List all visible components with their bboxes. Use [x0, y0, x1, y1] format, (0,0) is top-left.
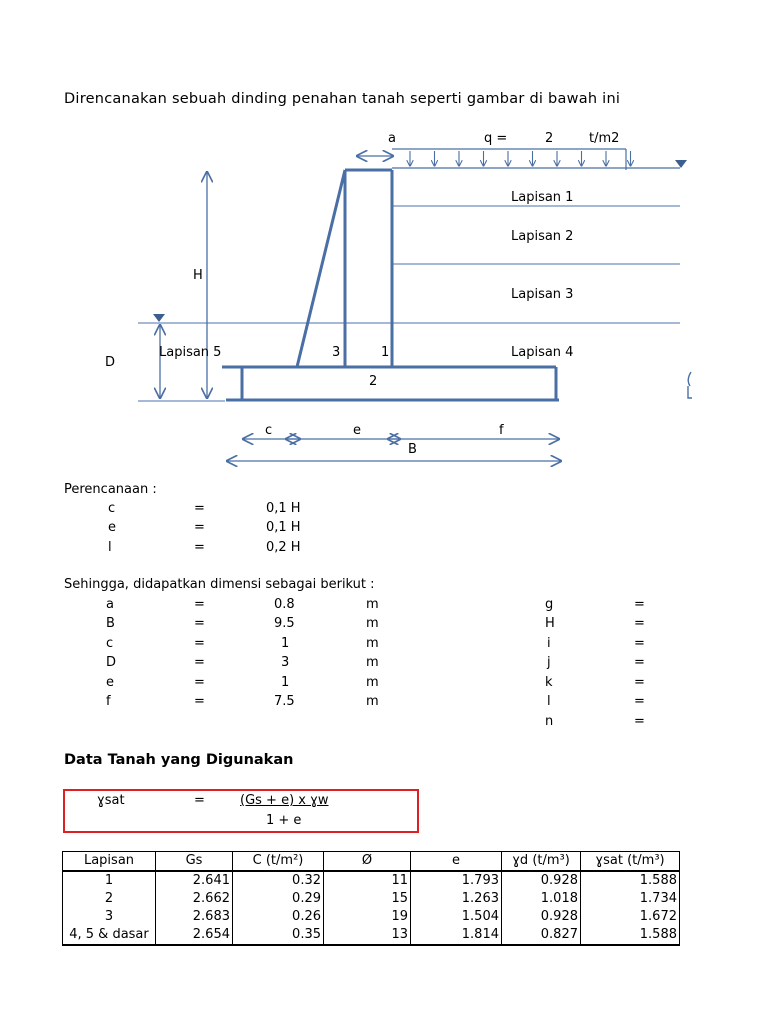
dim-unit: m: [366, 655, 379, 670]
cell-gs: 2.662: [156, 890, 233, 908]
cell-lapisan: 2: [63, 890, 156, 908]
dim-equals: =: [194, 694, 205, 709]
dim-equals: =: [634, 694, 645, 709]
retaining-wall-diagram: [0, 0, 768, 480]
layer-5-label: Lapisan 5: [159, 345, 222, 360]
cell-phi: 15: [324, 890, 411, 908]
col-header-e: e: [411, 852, 502, 872]
cell-gamma-d: 0.827: [502, 926, 581, 945]
part-1-label: 1: [381, 345, 390, 360]
planning-value: 0,1 H: [266, 520, 301, 535]
label-e: e: [353, 423, 361, 438]
cell-c: 0.35: [233, 926, 324, 945]
cell-e: 1.263: [411, 890, 502, 908]
dim-equals: =: [194, 675, 205, 690]
col-header-c: C (t/m²): [233, 852, 324, 872]
formula-numerator: (Gs + e) x ɣw: [240, 793, 329, 808]
formula-lhs: ɣsat: [97, 793, 125, 808]
dim-equals: =: [634, 636, 645, 651]
layer-boundaries: [138, 206, 680, 401]
dim-symbol: g: [545, 597, 554, 612]
label-B: B: [408, 442, 417, 457]
part-2-label: 2: [369, 374, 378, 389]
cell-lapisan: 1: [63, 871, 156, 890]
dim-symbol: H: [545, 616, 555, 631]
dim-unit: m: [366, 636, 379, 651]
dimension-arrows: [160, 156, 561, 461]
dim-symbol: D: [106, 655, 117, 670]
dimensions-heading: Sehingga, didapatkan dimensi sebagai berikut :: [64, 577, 375, 592]
cell-e: 1.504: [411, 908, 502, 926]
label-c: c: [265, 423, 273, 438]
cell-gamma-d: 0.928: [502, 871, 581, 890]
cell-gamma-sat: 1.734: [581, 890, 680, 908]
table-header-row: [63, 852, 680, 872]
planning-symbol: e: [108, 520, 116, 535]
dim-value: 9.5: [274, 616, 295, 631]
cell-gamma-d: 1.018: [502, 890, 581, 908]
dim-equals: =: [194, 616, 205, 631]
col-header-gamma-sat: ɣsat (t/m³): [581, 852, 680, 872]
layer-1-label: Lapisan 1: [511, 190, 574, 205]
dim-symbol: j: [547, 655, 551, 670]
cell-lapisan: 4, 5 & dasar: [63, 926, 156, 945]
dim-symbol: e: [106, 675, 114, 690]
load-arrows: [410, 151, 631, 166]
col-header-gs: Gs: [156, 852, 233, 872]
dim-symbol: n: [545, 714, 554, 729]
dim-equals: =: [194, 655, 205, 670]
col-header-gamma-d: ɣd (t/m³): [502, 852, 581, 872]
load-unit: t/m2: [589, 131, 620, 146]
layer-4-label: Lapisan 4: [511, 345, 574, 360]
cell-e: 1.793: [411, 871, 502, 890]
formula-denominator: 1 + e: [266, 813, 302, 828]
cell-gamma-sat: 1.588: [581, 871, 680, 890]
planning-heading: Perencanaan :: [64, 482, 157, 497]
planning-value: 0,2 H: [266, 540, 301, 555]
label-H: H: [193, 268, 203, 283]
dim-value: 0.8: [274, 597, 295, 612]
cell-gamma-sat: 1.672: [581, 908, 680, 926]
dim-unit: m: [366, 616, 379, 631]
dim-equals: =: [194, 597, 205, 612]
layer-3-label: Lapisan 3: [511, 287, 574, 302]
cell-gs: 2.654: [156, 926, 233, 945]
water-table-icon-right: [675, 160, 687, 168]
dim-symbol: i: [547, 636, 551, 651]
table-row: [63, 908, 680, 926]
cell-gamma-sat: 1.588: [581, 926, 680, 945]
water-table-icon-left: [153, 314, 165, 322]
label-f: f: [499, 423, 504, 438]
cell-gs: 2.641: [156, 871, 233, 890]
cell-gamma-d: 0.928: [502, 908, 581, 926]
dim-value: 3: [281, 655, 290, 670]
cell-e: 1.814: [411, 926, 502, 945]
dim-value: 1: [281, 675, 290, 690]
soil-data-heading: Data Tanah yang Digunakan: [64, 752, 294, 768]
cell-c: 0.26: [233, 908, 324, 926]
dim-value: 7.5: [274, 694, 295, 709]
dim-unit: m: [366, 694, 379, 709]
dim-equals: =: [634, 655, 645, 670]
dim-symbol: f: [106, 694, 111, 709]
load-value: 2: [545, 131, 554, 146]
dim-unit: m: [366, 597, 379, 612]
dim-symbol: B: [106, 616, 115, 631]
dim-equals: =: [634, 597, 645, 612]
soil-data-table: [62, 851, 680, 946]
dim-value: 1: [281, 636, 290, 651]
formula-equals: =: [194, 793, 205, 808]
table-row: [63, 890, 680, 908]
cell-phi: 13: [324, 926, 411, 945]
dim-symbol: a: [106, 597, 114, 612]
planning-equals: =: [194, 520, 205, 535]
dim-equals: =: [634, 714, 645, 729]
dim-symbol: l: [547, 694, 551, 709]
col-header-phi: Ø: [324, 852, 411, 872]
table-row: [63, 871, 680, 890]
label-D: D: [105, 355, 116, 370]
planning-value: 0,1 H: [266, 501, 301, 516]
dim-equals: =: [634, 616, 645, 631]
dim-symbol: c: [106, 636, 114, 651]
layer-2-label: Lapisan 2: [511, 229, 574, 244]
wall-structure: [222, 170, 559, 400]
part-3-label: 3: [332, 345, 341, 360]
planning-equals: =: [194, 501, 205, 516]
cell-phi: 19: [324, 908, 411, 926]
load-q-label: q =: [484, 131, 508, 146]
table-row: [63, 926, 680, 945]
cell-phi: 11: [324, 871, 411, 890]
cell-c: 0.29: [233, 890, 324, 908]
surcharge-load: [392, 149, 680, 170]
cell-c: 0.32: [233, 871, 324, 890]
col-header-lapisan: Lapisan: [63, 852, 156, 872]
dim-unit: m: [366, 675, 379, 690]
dim-equals: =: [194, 636, 205, 651]
planning-equals: =: [194, 540, 205, 555]
cell-gs: 2.683: [156, 908, 233, 926]
label-a: a: [388, 131, 396, 146]
planning-symbol: c: [108, 501, 116, 516]
dim-symbol: k: [545, 675, 553, 690]
dim-equals: =: [634, 675, 645, 690]
planning-symbol: l: [108, 540, 112, 555]
page-title: Direncanakan sebuah dinding penahan tanah seperti gambar di bawah ini: [64, 91, 621, 107]
cell-lapisan: 3: [63, 908, 156, 926]
